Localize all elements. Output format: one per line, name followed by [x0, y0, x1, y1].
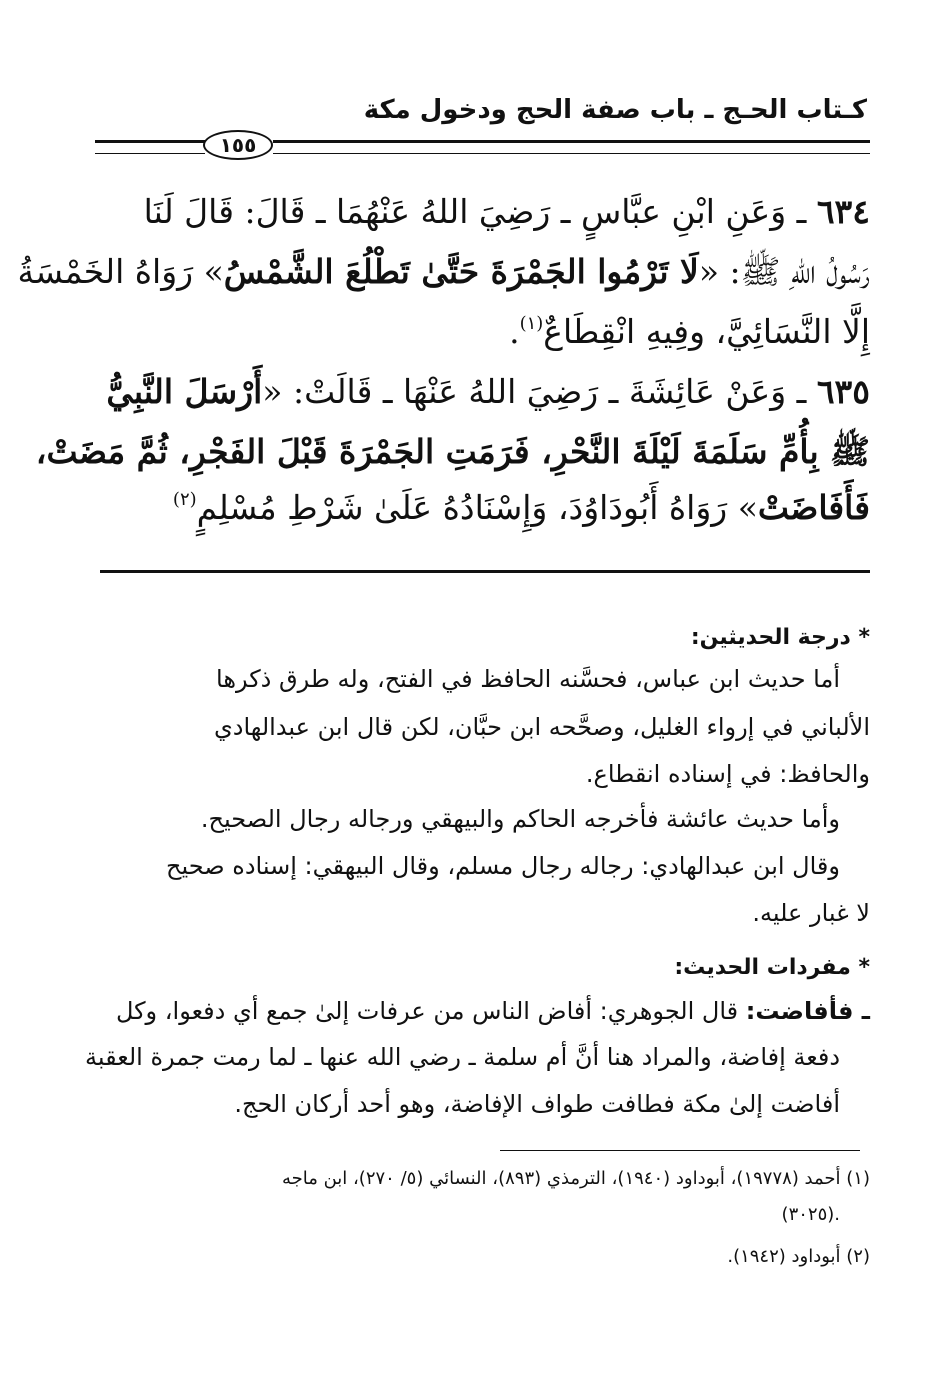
hadith-matn: فَأَفَاضَتْ — [757, 488, 870, 527]
paragraph-line: والحافظ: في إسناده انقطاع. — [585, 760, 870, 788]
hadith-text: رَسُولُ اللهِ ﷺ: « — [698, 252, 870, 291]
header-rule — [95, 130, 870, 160]
hadith-matn: لَا تَرْمُوا الجَمْرَةَ حَتَّىٰ تَطْلُعَ الشَّمْسُ — [223, 252, 699, 291]
header-rule-left — [95, 140, 205, 154]
paragraph-line: أفاضت إلىٰ مكة فطافت طواف الإفاضة، وهو أحد أركان الحج. — [234, 1090, 840, 1118]
section-divider — [100, 570, 870, 573]
paragraph-line: دفعة إفاضة، والمراد هنا أنَّ أم سلمة ـ رضي الله عنها ـ لما رمت جمرة العقبة — [85, 1043, 840, 1071]
paragraph-line: لا غبار عليه. — [752, 899, 870, 927]
hadith-text: ـ وَعَنْ عَائِشَةَ ـ رَضِيَ اللهُ عَنْهَا ـ قَالَتْ: « — [262, 372, 807, 411]
footnote-1-cont: (٣٠٢٥). — [781, 1204, 840, 1225]
footnote-ref: (١) — [519, 313, 544, 334]
footnote-2: (٢) أبوداود (١٩٤٢). — [727, 1246, 870, 1267]
hadith-text: . — [509, 312, 520, 351]
hadith-text: إِلَّا النَّسَائِيَّ، وفِيهِ انْقِطَاعٌ — [543, 312, 870, 351]
running-header: كـتاب الحـج ـ باب صفة الحج ودخول مكة — [363, 95, 867, 125]
header-rule-right — [273, 140, 870, 154]
hadith-text: » رَوَاهُ الخَمْسَةُ — [17, 252, 224, 291]
hadith-634-line-1 — [70, 192, 870, 231]
footnote-ref: (٢) — [172, 489, 197, 510]
hadith-635-line-3 — [70, 488, 870, 527]
paragraph-line: وقال ابن عبدالهادي: رجاله رجال مسلم، وقال البيهقي: إسناده صحيح — [166, 852, 840, 880]
hadith-635-line-1 — [70, 372, 870, 411]
hadith-634-line-3 — [70, 312, 870, 351]
vocab-text: قال الجوهري: أفاض الناس من عرفات إلىٰ جمع أي دفعوا، وكل — [115, 997, 739, 1025]
vocab-term: ـ فأفاضت: — [745, 997, 870, 1025]
hadith-635-line-2 — [35, 432, 870, 480]
footnote-1: (١) أحمد (١٩٧٧٨)، أبوداود (١٩٤٠)، الترمذي (٨٩٣)، النسائي (٥/ ٢٧٠)، ابن ماجه — [281, 1168, 870, 1189]
vocab-heading: * مفردات الحديث: — [674, 955, 870, 980]
hadith-matn: ﷺ بِأُمِّ سَلَمَةَ لَيْلَةَ النَّحْرِ، فَرَمَتِ الجَمْرَةَ قَبْلَ الفَجْرِ، ثُمَّ مَضَتْ، — [35, 432, 870, 471]
page-number: ١٥٥ — [203, 130, 273, 160]
paragraph-line: وأما حديث عائشة فأخرجه الحاكم والبيهقي ورجاله رجال الصحيح. — [200, 805, 840, 833]
paragraph-line: الألباني في إرواء الغليل، وصحَّحه ابن حبَّان، لكن قال ابن عبدالهادي — [213, 713, 870, 741]
hadith-text: » رَوَاهُ أَبُودَاوُدَ، وَإِسْنَادُهُ عَلَىٰ شَرْطِ مُسْلِمٍ — [196, 488, 758, 527]
hadith-634-line-2 — [17, 252, 870, 300]
hadith-matn: أَرْسَلَ النَّبِيُّ — [106, 372, 263, 411]
hadith-number: ٦٣٥ — [816, 372, 870, 411]
paragraph-line — [70, 997, 870, 1025]
paragraph-line: أما حديث ابن عباس، فحسَّنه الحافظ في الفتح، وله طرق ذكرها — [216, 665, 840, 693]
hadith-text: ـ وَعَنِ ابْنِ عبَّاسٍ ـ رَضِيَ اللهُ عَنْهُمَا ـ قَالَ: قَالَ لَنَا — [143, 192, 807, 231]
footnote-divider — [500, 1150, 860, 1151]
hadith-number: ٦٣٤ — [816, 192, 870, 231]
grade-heading: * درجة الحديثين: — [690, 625, 870, 650]
